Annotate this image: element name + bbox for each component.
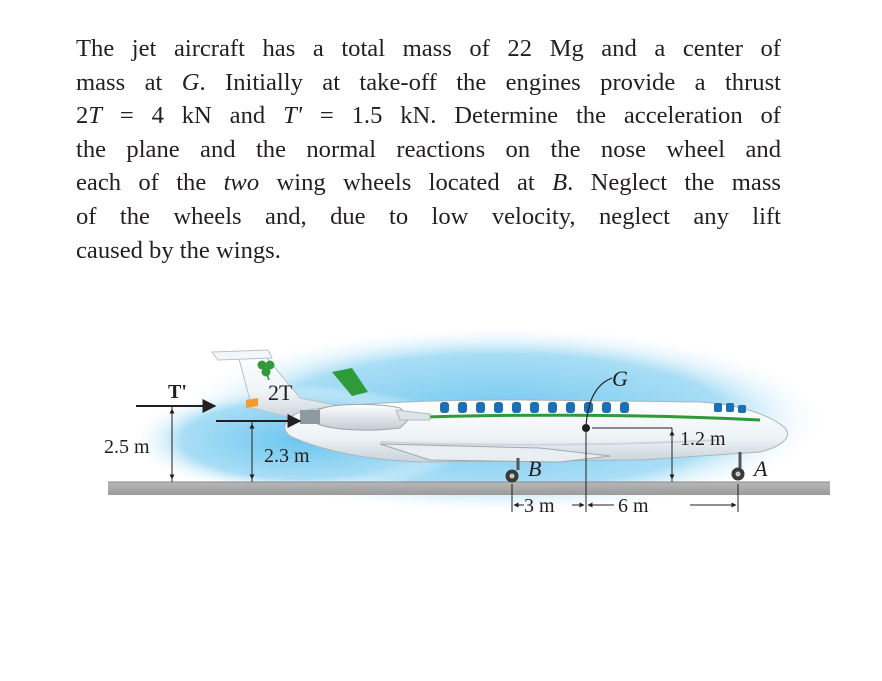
label-dim-2-5: 2.5 m [104,436,150,458]
label-dim-3: 3 m [524,495,555,517]
problem-line: the plane and the normal reactions on the nose wheel and [76,135,781,163]
problem-line: caused by the wings. [76,236,281,264]
italic-term: T [88,102,102,130]
italic-term: B [552,169,568,197]
label-g: G [612,366,628,391]
problem-line: 2T = 4 kN and T' = 1.5 kN. Determine the acceleration of [76,102,781,130]
problem-line: each of the two wing wheels located at B. Neglect the mass [76,169,781,197]
problem-line: mass at G. Initially at take-off the engines provide a thrust [76,68,781,96]
engine-exhaust [300,410,320,424]
label-t-prime: T' [168,381,187,403]
problem-line: The jet aircraft has a total mass of 22 Mg and a center of [76,35,781,62]
label-b: B [528,456,542,481]
ground [108,482,830,495]
label-dim-2-3: 2.3 m [264,445,310,467]
label-dim-1-2: 1.2 m [680,428,726,450]
horizontal-stabilizer [212,350,272,360]
italic-term: T' [283,102,303,130]
label-a: A [754,456,768,481]
engine-nacelle [318,404,410,430]
problem-line: of the wheels and, due to low velocity, neglect any lift [76,202,781,230]
italic-term: two [223,169,260,197]
label-2t: 2T [268,380,293,405]
label-dim-6: 6 m [618,495,649,517]
italic-term: G [181,68,200,96]
